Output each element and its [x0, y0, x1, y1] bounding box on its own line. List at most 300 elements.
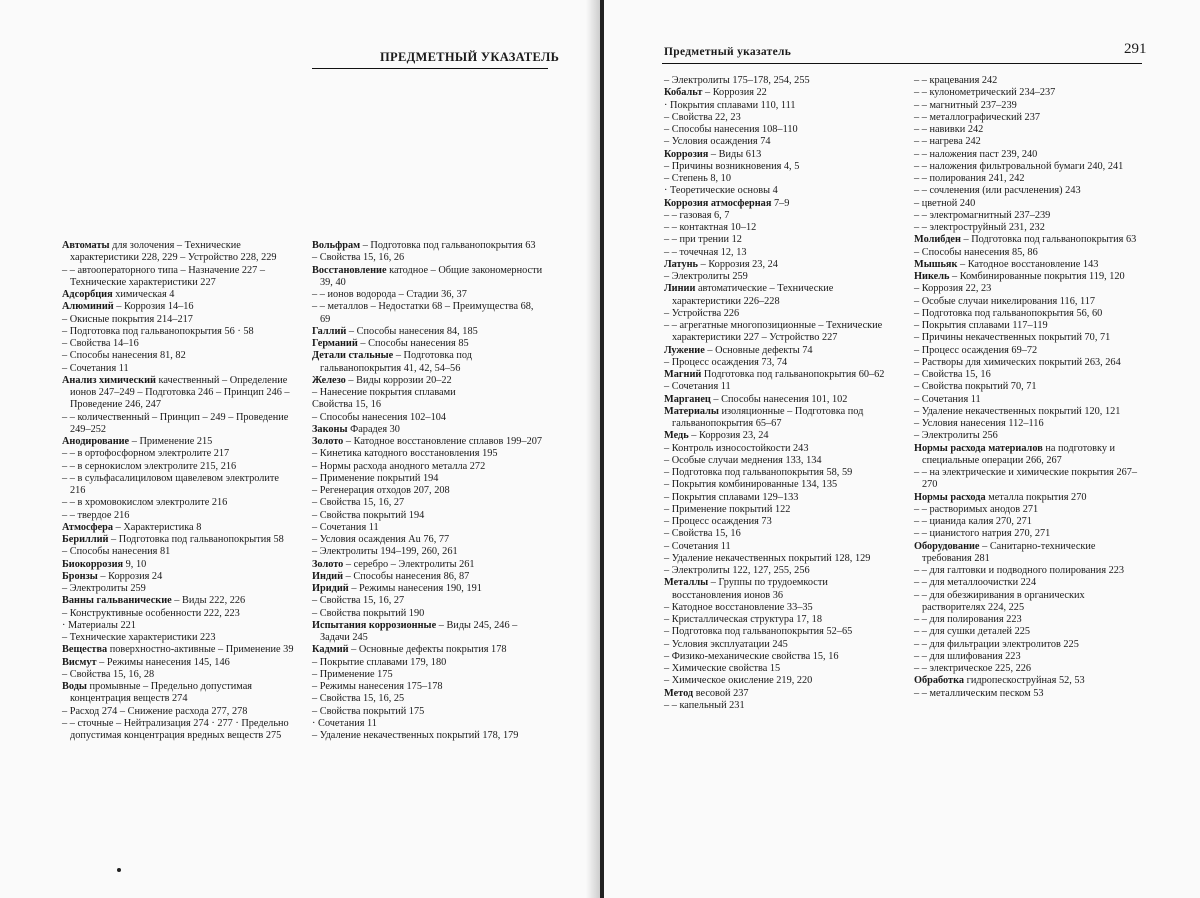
index-entry: [62, 706, 294, 718]
index-entry: [664, 161, 898, 173]
index-entry: [312, 718, 544, 730]
index-entry: [914, 516, 1146, 528]
index-text: – Подготовка под гальванопокрытия 58, 59: [664, 467, 853, 478]
index-text: – Коррозия 22, 23: [914, 283, 992, 295]
index-entry: [312, 693, 544, 705]
index-text: – – наложения фильтровальной бумаги 240, 241: [914, 160, 1124, 172]
index-text: – – точечная 12, 13: [664, 246, 747, 258]
index-entry: [914, 332, 1146, 344]
index-entry: [62, 473, 294, 498]
index-headword: Мышьяк: [914, 258, 958, 270]
index-text: – – количественный – Принцип – 249 – Проведение 249–252: [62, 411, 289, 435]
index-headword: Оборудование: [914, 540, 980, 552]
index-text: – Комбинированные покрытия 119, 120: [949, 271, 1125, 282]
index-entry: [664, 516, 898, 528]
index-text: 7–9: [771, 197, 790, 209]
index-text: – Свойства 15, 16, 26: [312, 252, 405, 264]
index-entry: [62, 595, 294, 607]
index-entry: [312, 546, 544, 558]
index-entry: [62, 301, 294, 313]
index-text: – Подготовка под гальванопокрытия 56 · 58: [62, 325, 254, 337]
index-text: – – капельный 231: [664, 699, 745, 711]
binding-shadow: [586, 0, 600, 898]
index-text: – Сочетания 11: [664, 381, 731, 393]
index-text: – Покрытие сплавами 179, 180: [312, 656, 447, 668]
index-entry: [914, 283, 1146, 295]
index-text: – Удаление некачественных покрытий 128, 129: [664, 552, 871, 564]
index-entry: [914, 296, 1146, 308]
index-text: – Регенерация отходов 207, 208: [312, 485, 450, 496]
index-entry: [914, 345, 1146, 357]
index-text: – – сточные – Нейтрализация 274 · 277 · Предельно допустимая концентрация вредных веществ 275: [62, 717, 289, 741]
index-text: – Способы нанесения 86, 87: [343, 570, 470, 582]
index-text: – Кинетика катодного восстановления 195: [312, 448, 498, 460]
index-entry: [312, 644, 544, 656]
index-entry: [62, 240, 294, 265]
index-headword: Марганец: [664, 393, 711, 405]
index-entry: [664, 112, 898, 124]
index-entry: [312, 399, 544, 411]
index-text: поверхностно-активные – Применение 39: [107, 644, 294, 656]
index-entry: [62, 644, 294, 656]
index-entry: [312, 473, 544, 485]
index-text: – – электромагнитный 237–239: [914, 209, 1051, 221]
index-text: – серебро – Электролиты 261: [343, 558, 475, 570]
index-entry: [62, 522, 294, 534]
index-entry: [62, 289, 294, 301]
index-entry: [62, 375, 294, 412]
index-text: – Применение 215: [129, 436, 213, 447]
index-entry: [914, 381, 1146, 393]
index-headword: Иридий: [312, 583, 349, 594]
index-headword: Лужение: [664, 344, 705, 356]
index-text: – – для шлифования 223: [914, 650, 1021, 662]
index-text: – Способы нанесения 101, 102: [710, 393, 848, 405]
index-entry: [664, 124, 898, 136]
index-text: на подготовку и специальные операции 266, 267: [922, 442, 1116, 466]
index-entry: [664, 198, 898, 210]
index-entry: [664, 247, 898, 259]
index-entry: [914, 688, 1146, 700]
index-headword: Металлы: [664, 577, 709, 589]
index-headword: Линии: [664, 283, 696, 295]
index-entry: [914, 590, 1146, 615]
index-entry: [62, 718, 294, 743]
index-entry: [664, 651, 898, 663]
index-headword: Висмут: [62, 656, 97, 668]
index-text: – Свойства 15, 16, 28: [62, 668, 155, 680]
index-entry: [914, 124, 1146, 136]
index-text: – Растворы для химических покрытий 263, 264: [914, 356, 1121, 368]
index-entry: [914, 394, 1146, 406]
index-entry: [664, 430, 898, 442]
index-entry: [914, 210, 1146, 222]
index-entry: [914, 271, 1146, 283]
index-text: для золочения – Технические характеристики 228, 229 – Устройство 228, 229: [70, 240, 277, 264]
index-headword: Латунь: [664, 258, 699, 270]
index-entry: [62, 681, 294, 706]
index-entry: [914, 234, 1146, 246]
index-headword: Молибден: [914, 234, 961, 246]
index-entry: [914, 614, 1146, 626]
index-entry: [312, 730, 544, 742]
index-text: качественный – Определение ионов 247–249 – Подготовка 246 – Принцип 246 – Проведение 246, 247: [70, 374, 290, 411]
index-text: – Удаление некачественных покрытий 178, 179: [312, 730, 519, 741]
index-headword: Бериллий: [62, 534, 109, 545]
index-entry: [62, 608, 294, 620]
index-entry: [62, 669, 294, 681]
index-entry: [914, 136, 1146, 148]
index-entry: [664, 210, 898, 222]
index-entry: [664, 688, 898, 700]
index-entry: [664, 467, 898, 479]
index-text: – Подготовка под гальванопокрытия 56, 60: [914, 307, 1103, 319]
index-entry: [914, 430, 1146, 442]
index-text: – Нанесение покрытия сплавами: [312, 387, 456, 398]
index-entry: [312, 436, 544, 448]
index-entry: [62, 657, 294, 669]
index-entry: [312, 240, 544, 252]
index-text: – Условия осаждения Au 76, 77: [312, 534, 450, 545]
index-entry: [664, 614, 898, 626]
index-text: – – в сернокислом электролите 215, 216: [62, 460, 237, 472]
index-text: – Причины возникновения 4, 5: [664, 160, 800, 172]
ink-speck: [117, 868, 121, 872]
index-text: – – магнитный 237–239: [914, 99, 1017, 111]
index-entry: [312, 461, 544, 473]
index-text: – Виды 245, 246 – Задачи 245: [320, 619, 518, 643]
index-entry: [914, 75, 1146, 87]
index-entry: [664, 320, 898, 345]
index-text: – Способы нанесения 81, 82: [62, 350, 186, 362]
index-entry: [62, 620, 294, 632]
index-entry: [914, 504, 1146, 516]
index-text: – – навивки 242: [914, 124, 984, 135]
index-headword: Биокоррозия: [62, 558, 124, 570]
right-page: [604, 0, 1200, 898]
index-entry: [914, 308, 1146, 320]
index-entry: [312, 706, 544, 718]
index-text: – – электрическое 225, 226: [914, 663, 1032, 674]
index-text: – Особые случаи меднения 133, 134: [664, 454, 822, 466]
index-text: – Применение 175: [312, 668, 393, 680]
index-entry: [664, 663, 898, 675]
header-rule-left: [312, 68, 548, 69]
index-headword: Германий: [312, 338, 358, 349]
index-text: – Санитарно-технические требования 281: [922, 540, 1096, 564]
index-headword: Вещества: [62, 644, 108, 656]
index-entry: [62, 510, 294, 522]
running-head-left: ПРЕДМЕТНЫЙ УКАЗАТЕЛЬ: [380, 50, 560, 64]
index-entry: [664, 700, 898, 712]
index-entry: [914, 100, 1146, 112]
index-entry: [914, 577, 1146, 589]
index-text: – Коррозия 23, 24: [688, 430, 769, 442]
index-text: – – агрегатные многопозиционные – Технические характеристики 227 – Устройство 227: [664, 320, 883, 344]
index-text: – Удаление некачественных покрытий 120, 121: [914, 405, 1121, 417]
index-text: – Условия эксплуатации 245: [664, 638, 788, 650]
index-entry: [312, 534, 544, 546]
index-text: – – в сульфасалициловом щавелевом электролите 216: [62, 472, 279, 496]
index-entry: [664, 504, 898, 516]
index-headword: Атмосфера: [62, 521, 114, 533]
index-text: – – цианистого натрия 270, 271: [914, 528, 1051, 540]
index-entry: [914, 222, 1146, 234]
index-headword: Автоматы: [62, 240, 110, 251]
index-headword: Медь: [664, 430, 689, 442]
index-text: химическая 4: [112, 289, 175, 300]
index-headword: Восстановление: [312, 264, 387, 276]
index-entry: [312, 485, 544, 497]
index-text: – Группы по трудоемкости восстановления ионов 36: [672, 577, 828, 601]
index-headword: Золото: [312, 436, 344, 447]
index-text: – Свойства покрытий 175: [312, 705, 425, 717]
index-text: – – растворимых анодов 271: [914, 503, 1039, 515]
index-entry: [62, 497, 294, 509]
index-headword: Железо: [312, 374, 346, 386]
index-entry: [664, 75, 898, 87]
index-text: – Способы нанесения 108–110: [664, 124, 798, 135]
index-text: – – ионов водорода – Стадии 36, 37: [312, 289, 467, 300]
index-headword: Обработка: [914, 675, 965, 687]
index-text: – Конструктивные особенности 222, 223: [62, 607, 240, 619]
index-text: Подготовка под гальванопокрытия 60–62: [701, 369, 885, 380]
index-text: – – в хромовокислом электролите 216: [62, 497, 228, 509]
index-text: – Условия нанесения 112–116: [914, 418, 1044, 429]
index-text: – Покрытия сплавами 129–133: [664, 491, 799, 503]
index-text: – Способы нанесения 102–104: [312, 411, 447, 423]
index-text: – Применение покрытий 194: [312, 472, 439, 484]
header-rule-right: [662, 63, 1142, 64]
index-headword: Метод: [664, 687, 694, 699]
index-headword: Адсорбция: [62, 289, 113, 300]
index-text: изоляционные – Подготовка под гальванопокрытия 65–67: [672, 405, 864, 429]
index-entry: [914, 87, 1146, 99]
index-text: – Основные дефекты 74: [704, 344, 813, 356]
index-entry: [62, 632, 294, 644]
index-entry: [914, 418, 1146, 430]
index-text: – Свойства 22, 23: [664, 111, 741, 123]
index-text: – Коррозия 23, 24: [698, 258, 778, 270]
index-headword: Испытания коррозионные: [312, 619, 437, 631]
index-headword: Алюминий: [62, 301, 114, 313]
index-entry: [914, 443, 1146, 468]
index-entry: [914, 259, 1146, 271]
index-headword: Анодирование: [62, 436, 130, 447]
index-entry: [914, 528, 1146, 540]
index-entry: [664, 675, 898, 687]
index-column-left-2: [312, 240, 544, 742]
index-text: – Причины некачественных покрытий 70, 71: [914, 332, 1111, 344]
index-entry: [914, 185, 1146, 197]
index-headword: Бронзы: [62, 570, 98, 582]
index-text: – – твердое 216: [62, 509, 130, 521]
index-text: – – полирования 241, 242: [914, 173, 1025, 184]
index-text: гидропескоструйная 52, 53: [964, 675, 1085, 687]
index-entry: [62, 534, 294, 546]
index-text: – Физико-механические свойства 15, 16: [664, 650, 839, 662]
index-entry: [62, 314, 294, 326]
index-headword: Индий: [312, 570, 344, 582]
index-text: – Сочетания 11: [62, 362, 129, 374]
index-text: – Подготовка под гальванопокрытия 58: [108, 534, 284, 545]
index-text: – – электроструйный 231, 232: [914, 222, 1045, 233]
index-text: – – контактная 10–12: [664, 222, 757, 233]
index-text: – цветной 240: [914, 197, 976, 209]
index-text: – Подготовка под гальванопокрытия 63: [360, 240, 536, 251]
index-entry: [62, 363, 294, 375]
index-entry: [664, 234, 898, 246]
index-entry: [664, 259, 898, 271]
index-entry: [664, 222, 898, 234]
index-entry: [914, 198, 1146, 210]
index-headword: Коррозия: [664, 148, 709, 160]
index-entry: [312, 595, 544, 607]
index-entry: [312, 350, 544, 375]
index-entry: [312, 497, 544, 509]
index-entry: [312, 510, 544, 522]
index-text: – – металлографический 237: [914, 111, 1040, 123]
index-text: – – газовая 6, 7: [664, 209, 730, 221]
index-text: – Свойства 15, 16: [664, 528, 741, 540]
index-entry: [914, 161, 1146, 173]
index-entry: [914, 320, 1146, 332]
index-text: Свойства 15, 16: [312, 399, 382, 411]
index-entry: [914, 492, 1146, 504]
index-entry: [62, 350, 294, 362]
index-text: – Покрытия комбинированные 134, 135: [664, 479, 838, 491]
index-entry: [664, 479, 898, 491]
index-text: – – для обезжиривания в органических растворителях 224, 225: [914, 589, 1085, 613]
index-text: – Электролиты 256: [914, 430, 998, 442]
index-text: – Свойства 14–16: [62, 338, 139, 349]
index-entry: [914, 663, 1146, 675]
index-headword: Детали стальные: [312, 350, 394, 362]
index-entry: [914, 467, 1146, 492]
index-headword: Законы: [312, 423, 348, 435]
index-entry: [664, 492, 898, 504]
index-text: – Процесс осаждения 73: [664, 516, 772, 527]
index-entry: [664, 639, 898, 651]
index-entry: [62, 436, 294, 448]
index-text: – Свойства 15, 16, 27: [312, 595, 405, 607]
index-headword: Кобальт: [664, 87, 703, 99]
index-headword: Анализ химический: [62, 374, 156, 386]
index-text: – – нагрева 242: [914, 136, 981, 148]
index-entry: [664, 357, 898, 369]
index-text: – – наложения паст 239, 240: [914, 148, 1038, 160]
index-text: весовой 237: [693, 687, 749, 699]
index-entry: [664, 173, 898, 185]
index-headword: Материалы: [664, 405, 719, 417]
index-text: – Кристаллическая структура 17, 18: [664, 614, 822, 625]
index-headword: Никель: [914, 271, 950, 282]
index-entry: [664, 528, 898, 540]
index-entry: [664, 455, 898, 467]
index-text: промывные – Предельно допустимая концентрация веществ 274: [70, 681, 253, 705]
index-entry: [312, 387, 544, 399]
index-text: – Коррозия 14–16: [113, 301, 194, 313]
index-text: – Свойства 15, 16, 25: [312, 693, 405, 705]
index-text: – – крацевания 242: [914, 75, 998, 86]
index-text: – Свойства покрытий 194: [312, 509, 425, 521]
index-text: – Свойства 15, 16, 27: [312, 497, 405, 509]
index-entry: [914, 406, 1146, 418]
index-text: – Характеристика 8: [113, 521, 202, 533]
index-text: – Покрытия сплавами 117–119: [914, 320, 1048, 331]
index-text: – Нормы расхода анодного металла 272: [312, 460, 486, 472]
index-text: – – кулонометрический 234–237: [914, 87, 1056, 99]
index-text: – Подготовка под гальванопокрытия 52–65: [664, 626, 853, 638]
index-headword: Магний: [664, 369, 702, 380]
index-entry: [914, 675, 1146, 687]
index-entry: [312, 571, 544, 583]
index-entry: [664, 565, 898, 577]
index-text: – Контроль износостойкости 243: [664, 442, 809, 454]
index-entry: [312, 424, 544, 436]
index-text: – Условия осаждения 74: [664, 136, 771, 148]
index-entry: [312, 559, 544, 571]
index-entry: [664, 443, 898, 455]
index-text: – Сочетания 11: [664, 540, 731, 552]
index-text: – Химические свойства 15: [664, 663, 781, 674]
index-text: – – сочленения (или расчленения) 243: [914, 185, 1081, 197]
index-column-left-1: [62, 240, 294, 742]
index-text: – Коррозия 24: [97, 570, 163, 582]
index-text: – Виды 222, 226: [171, 595, 246, 607]
index-entry: [664, 381, 898, 393]
index-headword: Вольфрам: [312, 240, 361, 251]
index-text: – Виды 613: [708, 148, 762, 160]
index-entry: [312, 326, 544, 338]
index-text: – Процесс осаждения 73, 74: [664, 356, 788, 368]
index-entry: [664, 626, 898, 638]
index-text: – – в ортофосфорном электролите 217: [62, 448, 230, 460]
index-text: · Покрытия сплавами 110, 111: [664, 99, 796, 111]
index-headword: Коррозия атмосферная: [664, 197, 772, 209]
index-entry: [664, 136, 898, 148]
index-text: катодное – Общие закономерности 39, 40: [320, 264, 543, 288]
index-text: – Применение покрытий 122: [664, 503, 791, 515]
running-head-right: Предметный указатель: [664, 46, 792, 58]
index-entry: [914, 247, 1146, 259]
index-text: – Способы нанесения 85, 86: [914, 246, 1038, 258]
index-entry: [312, 252, 544, 264]
index-entry: [312, 265, 544, 290]
index-entry: [914, 369, 1146, 381]
index-text: – Способы нанесения 81: [62, 546, 171, 558]
index-column-right-1: [664, 75, 898, 712]
index-entry: [914, 149, 1146, 161]
index-entry: [914, 565, 1146, 577]
index-entry: [312, 301, 544, 326]
index-entry: [62, 338, 294, 350]
index-text: – Электролиты 194–199, 260, 261: [312, 546, 458, 558]
index-text: – – при трении 12: [664, 234, 742, 246]
index-entry: [312, 375, 544, 387]
index-text: – – для галтовки и подводного полирования 223: [914, 565, 1125, 576]
index-text: – Способы нанесения 84, 185: [346, 325, 478, 337]
index-entry: [914, 112, 1146, 124]
index-entry: [914, 651, 1146, 663]
index-text: – Режимы нанесения 190, 191: [348, 583, 482, 594]
index-entry: [62, 265, 294, 290]
index-entry: [914, 173, 1146, 185]
index-headword: Кадмий: [312, 644, 349, 656]
index-text: – – для сушки деталей 225: [914, 626, 1031, 638]
index-text: – – металлов – Недостатки 68 – Преимущества 68, 69: [312, 301, 534, 325]
index-entry: [664, 87, 898, 99]
